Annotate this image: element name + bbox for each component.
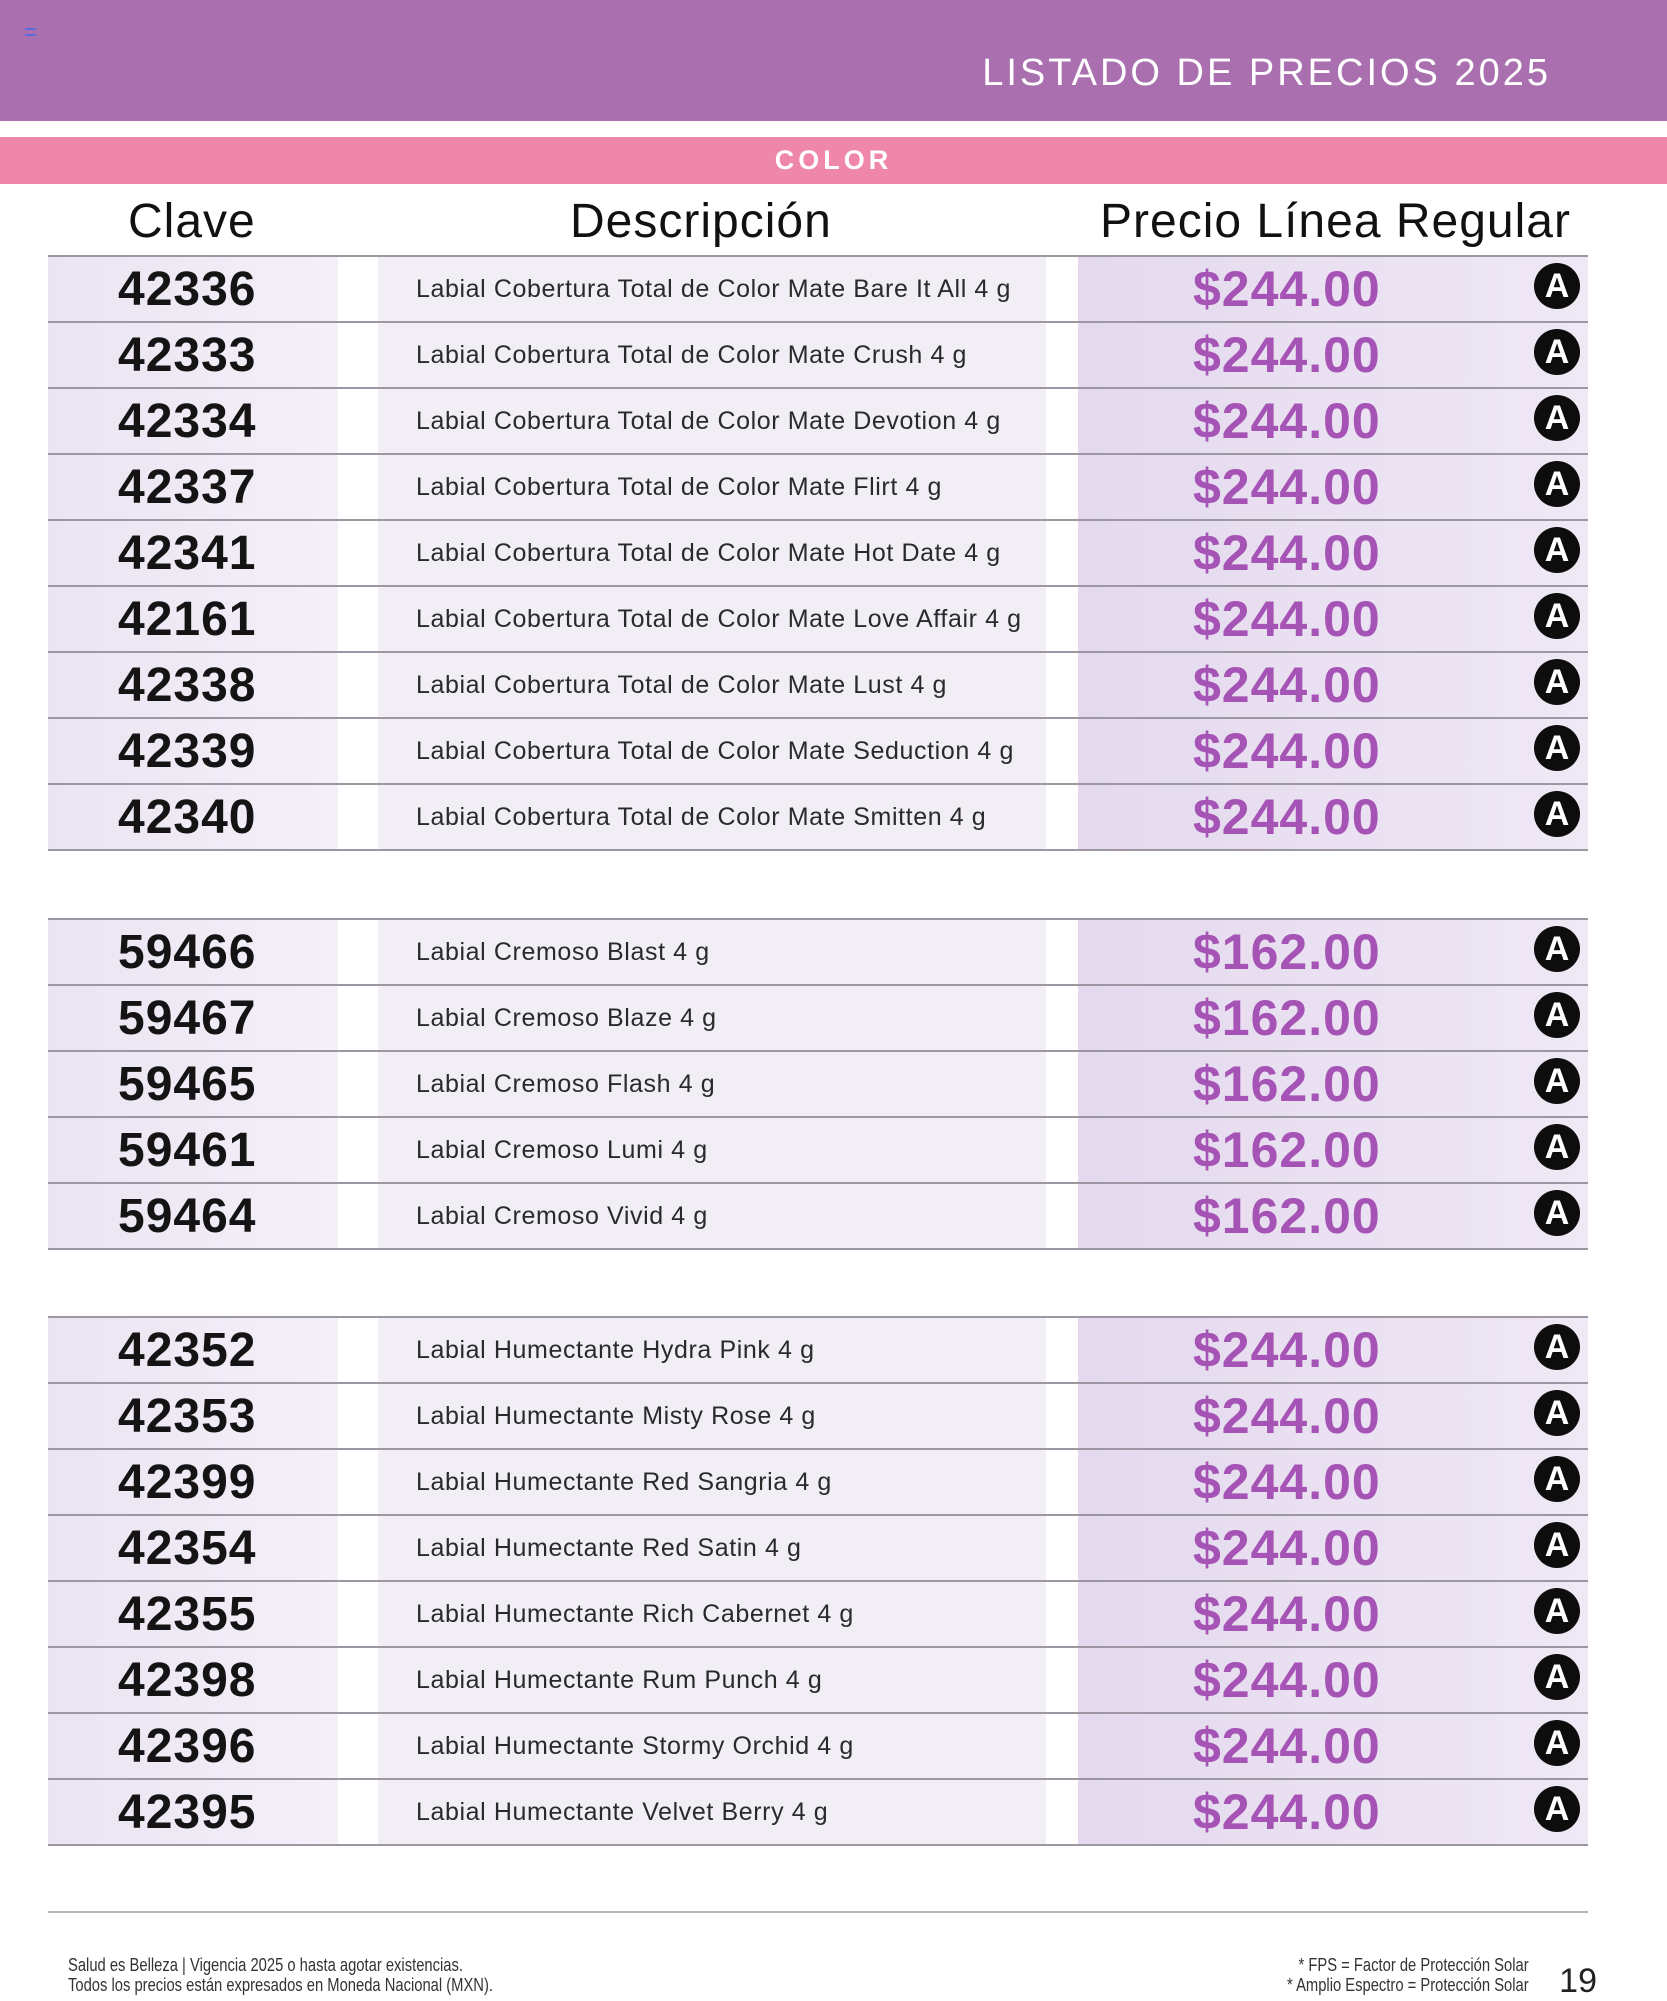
price-cell: [1078, 1384, 1588, 1448]
product-description: Labial Cobertura Total de Color Mate Lust 4 g: [378, 653, 1046, 717]
price-cell: [1078, 1780, 1588, 1844]
product-code: 59466: [48, 920, 338, 984]
table-row: [48, 321, 1588, 387]
table-row: [48, 387, 1588, 453]
price-cell: [1078, 1118, 1588, 1182]
product-code: 42399: [48, 1450, 338, 1514]
price-cell: [1078, 1582, 1588, 1646]
category-a-badge-icon: A: [1534, 1058, 1580, 1104]
product-code: 42161: [48, 587, 338, 651]
category-a-badge-icon: A: [1534, 1324, 1580, 1370]
product-code: 42336: [48, 257, 338, 321]
category-a-badge-icon: A: [1534, 725, 1580, 771]
table-row: [48, 1182, 1588, 1250]
product-code: 42396: [48, 1714, 338, 1778]
table-row: [48, 1778, 1588, 1846]
column-header-description: Descripción: [570, 195, 832, 248]
table-row: [48, 1712, 1588, 1778]
product-description: Labial Humectante Red Sangria 4 g: [378, 1450, 1046, 1514]
footer-validity: Salud es Belleza | Vigencia 2025 o hasta agotar existencias.: [68, 1955, 463, 1975]
price-cell: [1078, 1648, 1588, 1712]
price-cell: [1078, 1318, 1588, 1382]
table-row: [48, 585, 1588, 651]
category-a-badge-icon: A: [1534, 527, 1580, 573]
table-row: [48, 717, 1588, 783]
footer-divider: [48, 1911, 1588, 1913]
product-code: 42337: [48, 455, 338, 519]
product-price: $244.00: [1193, 1454, 1381, 1510]
column-header-code: Clave: [128, 195, 256, 248]
page-title: LISTADO DE PRECIOS 2025: [982, 52, 1551, 94]
product-description: Labial Humectante Hydra Pink 4 g: [378, 1318, 1046, 1382]
category-a-badge-icon: A: [1534, 1522, 1580, 1568]
table-row: [48, 1514, 1588, 1580]
product-description: Labial Humectante Velvet Berry 4 g: [378, 1780, 1046, 1844]
price-cell: [1078, 587, 1588, 651]
table-row: [48, 1580, 1588, 1646]
product-code: 42353: [48, 1384, 338, 1448]
product-description: Labial Cobertura Total de Color Mate Bare It All 4 g: [378, 257, 1046, 321]
product-code: 42334: [48, 389, 338, 453]
price-cell: [1078, 521, 1588, 585]
product-price: $244.00: [1193, 1520, 1381, 1576]
table-row: [48, 651, 1588, 717]
product-price: $162.00: [1193, 924, 1381, 980]
product-description: Labial Cremoso Flash 4 g: [378, 1052, 1046, 1116]
product-code: 42341: [48, 521, 338, 585]
product-description: Labial Humectante Rich Cabernet 4 g: [378, 1582, 1046, 1646]
product-price: $244.00: [1193, 1652, 1381, 1708]
product-code: 59461: [48, 1118, 338, 1182]
category-a-badge-icon: A: [1534, 263, 1580, 309]
table-row: [48, 1448, 1588, 1514]
product-price: $244.00: [1193, 327, 1381, 383]
price-cell: [1078, 1184, 1588, 1248]
price-cell: [1078, 1516, 1588, 1580]
price-cell: [1078, 389, 1588, 453]
table-row: [48, 1116, 1588, 1182]
category-a-badge-icon: A: [1534, 659, 1580, 705]
product-description: Labial Cremoso Vivid 4 g: [378, 1184, 1046, 1248]
product-price: $244.00: [1193, 657, 1381, 713]
product-description: Labial Humectante Misty Rose 4 g: [378, 1384, 1046, 1448]
footer-spectrum-note: * Amplio Espectro = Protección Solar: [1287, 1975, 1529, 1995]
product-description: Labial Cobertura Total de Color Mate Hot Date 4 g: [378, 521, 1046, 585]
price-cell: [1078, 257, 1588, 321]
section-label: COLOR: [774, 145, 893, 175]
product-code: 59464: [48, 1184, 338, 1248]
table-group-humectante: [48, 1316, 1588, 1846]
table-row: [48, 255, 1588, 321]
product-price: $244.00: [1193, 723, 1381, 779]
product-code: 59465: [48, 1052, 338, 1116]
category-a-badge-icon: A: [1534, 461, 1580, 507]
price-cell: [1078, 1714, 1588, 1778]
footer-legend: [1287, 1955, 1529, 1995]
table-row: [48, 1646, 1588, 1712]
product-price: $244.00: [1193, 525, 1381, 581]
price-cell: [1078, 920, 1588, 984]
price-cell: [1078, 323, 1588, 387]
product-price: $244.00: [1193, 789, 1381, 845]
product-code: 42398: [48, 1648, 338, 1712]
table-row: [48, 1316, 1588, 1382]
product-code: 42338: [48, 653, 338, 717]
product-code: 42352: [48, 1318, 338, 1382]
product-description: Labial Cobertura Total de Color Mate Smitten 4 g: [378, 785, 1046, 849]
category-a-badge-icon: A: [1534, 1654, 1580, 1700]
table-row: [48, 783, 1588, 851]
table-row: [48, 453, 1588, 519]
table-row: [48, 984, 1588, 1050]
product-description: Labial Cremoso Lumi 4 g: [378, 1118, 1046, 1182]
product-code: 42339: [48, 719, 338, 783]
category-a-badge-icon: A: [1534, 329, 1580, 375]
footer-fps-note: * FPS = Factor de Protección Solar: [1298, 1955, 1529, 1975]
product-code: 42333: [48, 323, 338, 387]
product-price: $244.00: [1193, 459, 1381, 515]
category-a-badge-icon: A: [1534, 1720, 1580, 1766]
product-description: Labial Cobertura Total de Color Mate Seduction 4 g: [378, 719, 1046, 783]
product-description: Labial Humectante Rum Punch 4 g: [378, 1648, 1046, 1712]
category-a-badge-icon: A: [1534, 395, 1580, 441]
price-cell: [1078, 986, 1588, 1050]
product-price: $244.00: [1193, 1322, 1381, 1378]
category-a-badge-icon: A: [1534, 1786, 1580, 1832]
product-price: $162.00: [1193, 1122, 1381, 1178]
price-cell: [1078, 719, 1588, 783]
footer-currency: Todos los precios están expresados en Moneda Nacional (MXN).: [68, 1975, 493, 1995]
product-code: 42395: [48, 1780, 338, 1844]
product-price: $162.00: [1193, 1056, 1381, 1112]
product-price: $244.00: [1193, 261, 1381, 317]
product-price: $162.00: [1193, 1188, 1381, 1244]
table-row: [48, 1050, 1588, 1116]
page-number: 19: [1559, 1962, 1597, 2000]
product-description: Labial Cobertura Total de Color Mate Devotion 4 g: [378, 389, 1046, 453]
product-price: $244.00: [1193, 1586, 1381, 1642]
category-a-badge-icon: A: [1534, 1124, 1580, 1170]
price-cell: [1078, 653, 1588, 717]
header-band: [0, 0, 1667, 121]
category-a-badge-icon: A: [1534, 992, 1580, 1038]
column-header-price: Precio Línea Regular: [1100, 195, 1571, 248]
table-row: [48, 519, 1588, 585]
table-row: [48, 1382, 1588, 1448]
product-price: $244.00: [1193, 591, 1381, 647]
product-description: Labial Cremoso Blast 4 g: [378, 920, 1046, 984]
product-description: Labial Humectante Red Satin 4 g: [378, 1516, 1046, 1580]
product-code: 42340: [48, 785, 338, 849]
product-code: 42355: [48, 1582, 338, 1646]
table-row: [48, 918, 1588, 984]
category-a-badge-icon: A: [1534, 791, 1580, 837]
price-cell: [1078, 1052, 1588, 1116]
product-description: Labial Humectante Stormy Orchid 4 g: [378, 1714, 1046, 1778]
section-band: [0, 137, 1667, 184]
product-description: Labial Cobertura Total de Color Mate Flirt 4 g: [378, 455, 1046, 519]
product-code: 42354: [48, 1516, 338, 1580]
price-cell: [1078, 1450, 1588, 1514]
product-description: Labial Cremoso Blaze 4 g: [378, 986, 1046, 1050]
category-a-badge-icon: A: [1534, 1190, 1580, 1236]
product-price: $244.00: [1193, 1784, 1381, 1840]
product-price: $162.00: [1193, 990, 1381, 1046]
category-a-badge-icon: A: [1534, 593, 1580, 639]
table-group-cremoso: [48, 918, 1588, 1250]
product-description: Labial Cobertura Total de Color Mate Love Affair 4 g: [378, 587, 1046, 651]
price-cell: [1078, 455, 1588, 519]
table-group-mate: [48, 255, 1588, 851]
footer-notes: [68, 1955, 493, 1995]
product-code: 59467: [48, 986, 338, 1050]
category-a-badge-icon: A: [1534, 1456, 1580, 1502]
product-description: Labial Cobertura Total de Color Mate Crush 4 g: [378, 323, 1046, 387]
price-cell: [1078, 785, 1588, 849]
category-a-badge-icon: A: [1534, 926, 1580, 972]
product-price: $244.00: [1193, 1718, 1381, 1774]
product-price: $244.00: [1193, 1388, 1381, 1444]
category-a-badge-icon: A: [1534, 1390, 1580, 1436]
menu-icon: [25, 28, 36, 36]
product-price: $244.00: [1193, 393, 1381, 449]
category-a-badge-icon: A: [1534, 1588, 1580, 1634]
